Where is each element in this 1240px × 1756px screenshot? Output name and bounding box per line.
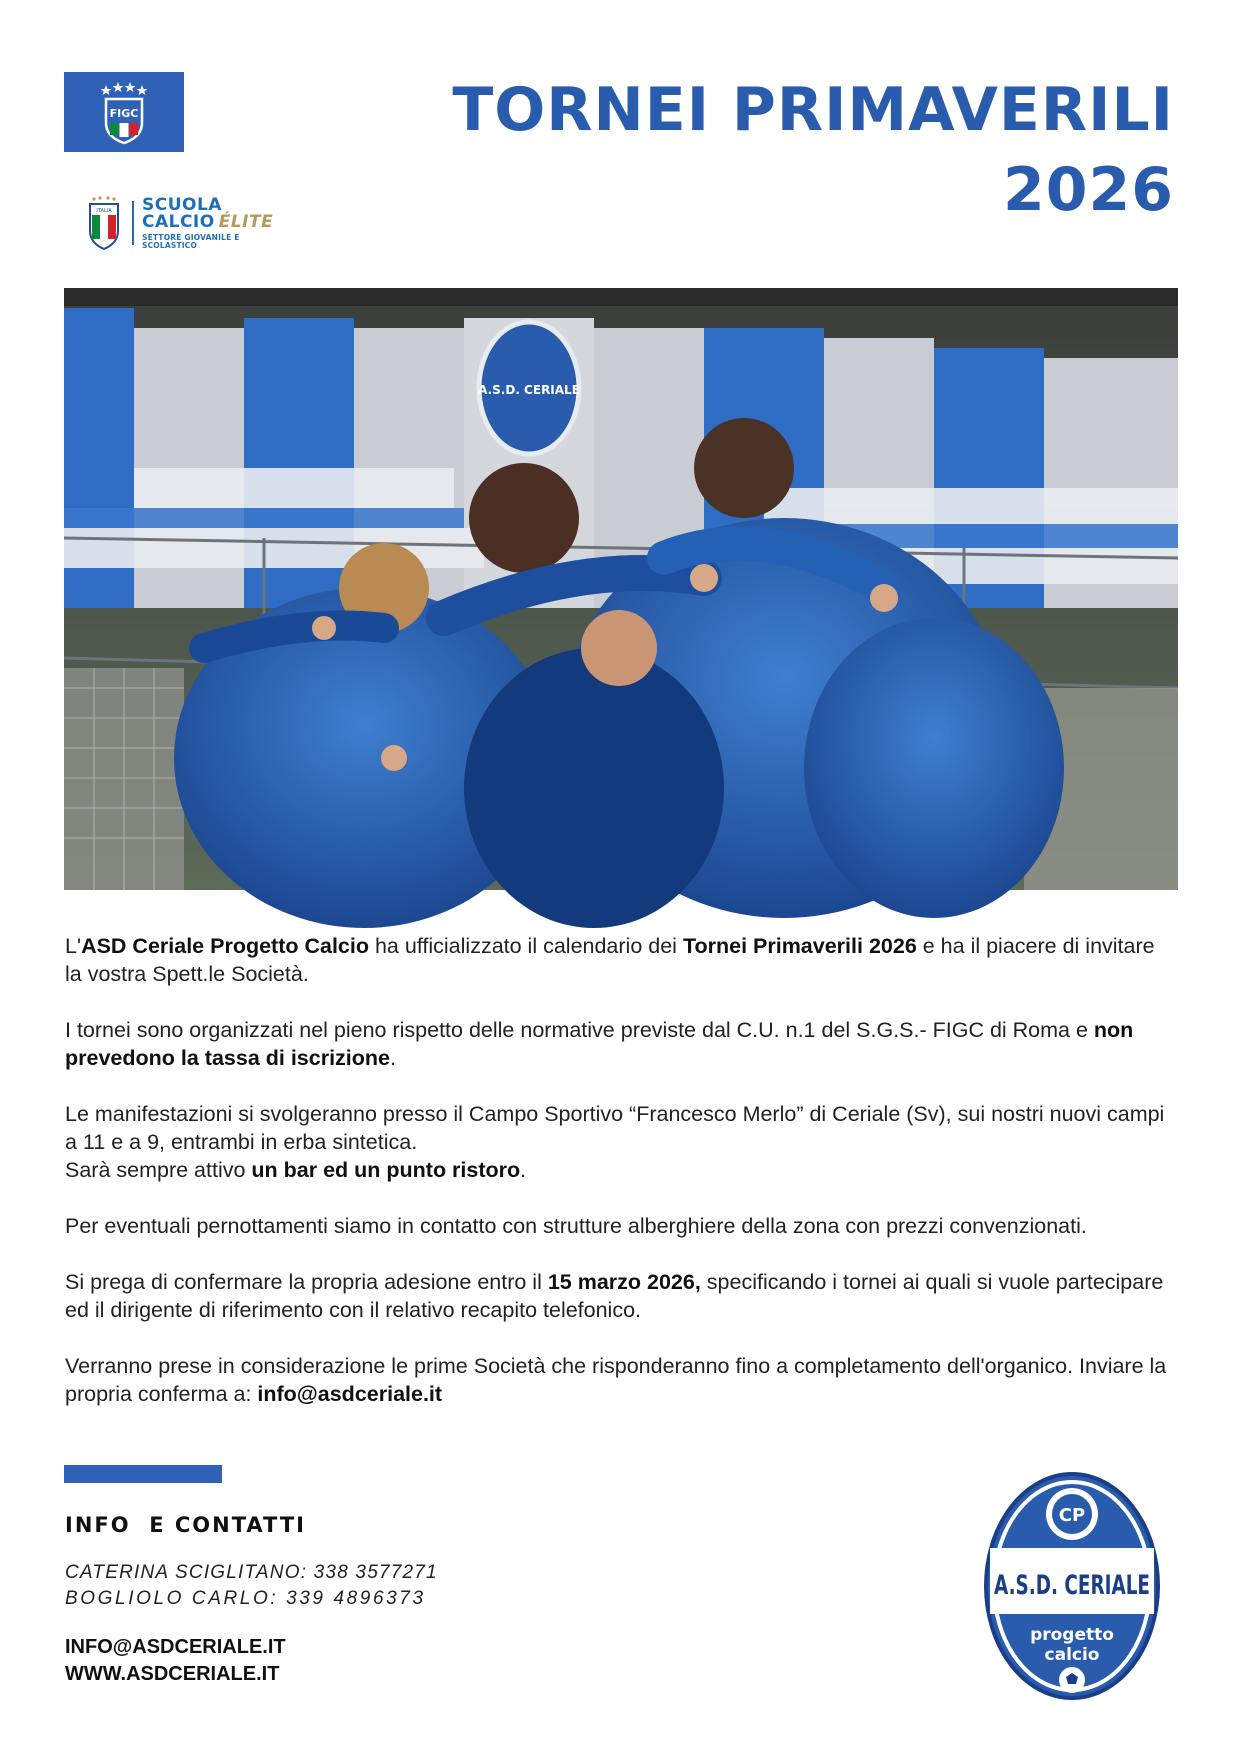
paragraph-rules <box>65 1016 1175 1072</box>
invitation-body <box>65 932 1175 1436</box>
figc-shield-icon <box>94 79 154 145</box>
text-span: Si prega di confermare la propria adesione entro il <box>65 1270 548 1294</box>
web-contacts <box>65 1634 286 1688</box>
svg-text:progetto: progetto <box>1030 1625 1114 1645</box>
text-span: specificando i tornei ai quali si vuole partecipare ed il dirigente di riferimento con il relativo recapito telefonico. <box>65 1270 1164 1322</box>
text-span: Le manifestazioni si svolgeranno presso il Campo Sportivo “Francesco Merlo” di Ceriale (Sv), sui nostri nuovi campi a 11 e a 9, entrambi in erba sintetica. <box>65 1102 1165 1154</box>
svg-text:FIGC: FIGC <box>109 107 139 120</box>
svg-text:CP: CP <box>1058 1505 1086 1526</box>
text-span: . <box>390 1046 396 1070</box>
figc-logo <box>64 72 184 152</box>
calcio-line <box>142 214 296 231</box>
calcio-text: CALCIO <box>141 212 215 232</box>
svg-text:calcio: calcio <box>1044 1645 1100 1665</box>
scuola-calcio-elite-logo <box>86 192 296 254</box>
title-line-2: 2026 <box>1003 155 1174 225</box>
contacts-list <box>65 1560 438 1612</box>
team-huddle-photo <box>64 288 1178 890</box>
website-link[interactable]: WWW.ASDCERIALE.IT <box>65 1663 280 1685</box>
contact-carlo: BOGLIOLO CARLO: 339 4896373 <box>65 1588 426 1609</box>
club-name: ASD Ceriale Progetto Calcio <box>81 934 369 958</box>
page-title <box>452 70 1174 230</box>
text-span: e ha il piacere di invitare la vostra Spett.le Società. <box>65 934 1155 986</box>
text-span: Verranno prese in considerazione le prime Società che risponderanno fino a completamento dell'organico. Inviare la propria conferma a: <box>65 1354 1167 1406</box>
text-span: Sarà sempre attivo <box>65 1158 252 1182</box>
text-span: . <box>520 1158 527 1182</box>
scuola-line: SCUOLA <box>141 195 222 215</box>
italia-shield-icon <box>86 195 122 251</box>
elite-text: ÉLITE <box>218 212 274 232</box>
event-name: Tornei Primaverili 2026 <box>682 934 917 958</box>
paragraph-lodging: Per eventuali pernottamenti siamo in contatto con strutture alberghiere della zona con prezzi convenzionati. <box>65 1214 1087 1238</box>
logo-separator <box>132 201 134 245</box>
settore-giovanile-text: SETTORE GIOVANILE E SCOLASTICO <box>141 233 240 250</box>
deadline-date: 15 marzo 2026, <box>547 1270 701 1294</box>
confirm-email-link[interactable]: info@asdceriale.it <box>257 1382 443 1406</box>
paragraph-confirm <box>65 1352 1175 1408</box>
accent-bar <box>64 1465 222 1483</box>
contact-caterina: CATERINA SCIGLITANO: 338 3577271 <box>65 1562 438 1583</box>
soccer-ball-icon <box>1059 1667 1085 1693</box>
scuola-calcio-wordmark <box>142 197 296 249</box>
svg-text:ITALIA: ITALIA <box>96 208 112 214</box>
svg-text:A.S.D. CERIALE: A.S.D. CERIALE <box>478 383 580 397</box>
text-span: ha ufficializzato il calendario dei <box>369 934 683 958</box>
svg-text:A.S.D. CERIALE: A.S.D. CERIALE <box>994 1570 1150 1601</box>
title-line-1: TORNEI PRIMAVERILI <box>452 75 1174 145</box>
paragraph-venue <box>65 1100 1175 1184</box>
paragraph-intro <box>65 932 1175 988</box>
text-span: L' <box>65 934 82 958</box>
paragraph-deadline <box>65 1268 1175 1324</box>
email-link[interactable]: INFO@ASDCERIALE.IT <box>65 1636 286 1658</box>
text-span: I tornei sono organizzati nel pieno rispetto delle normative previste dal C.U. n.1 del S.G.S.- FIGC di Roma e <box>65 1018 1094 1042</box>
no-fee-text: non prevedono la tassa di iscrizione <box>65 1018 1134 1070</box>
asd-ceriale-logo <box>982 1470 1162 1702</box>
info-title: INFO E CONTATTI <box>65 1513 306 1537</box>
bar-ristoro-text: un bar ed un punto ristoro <box>251 1158 521 1182</box>
